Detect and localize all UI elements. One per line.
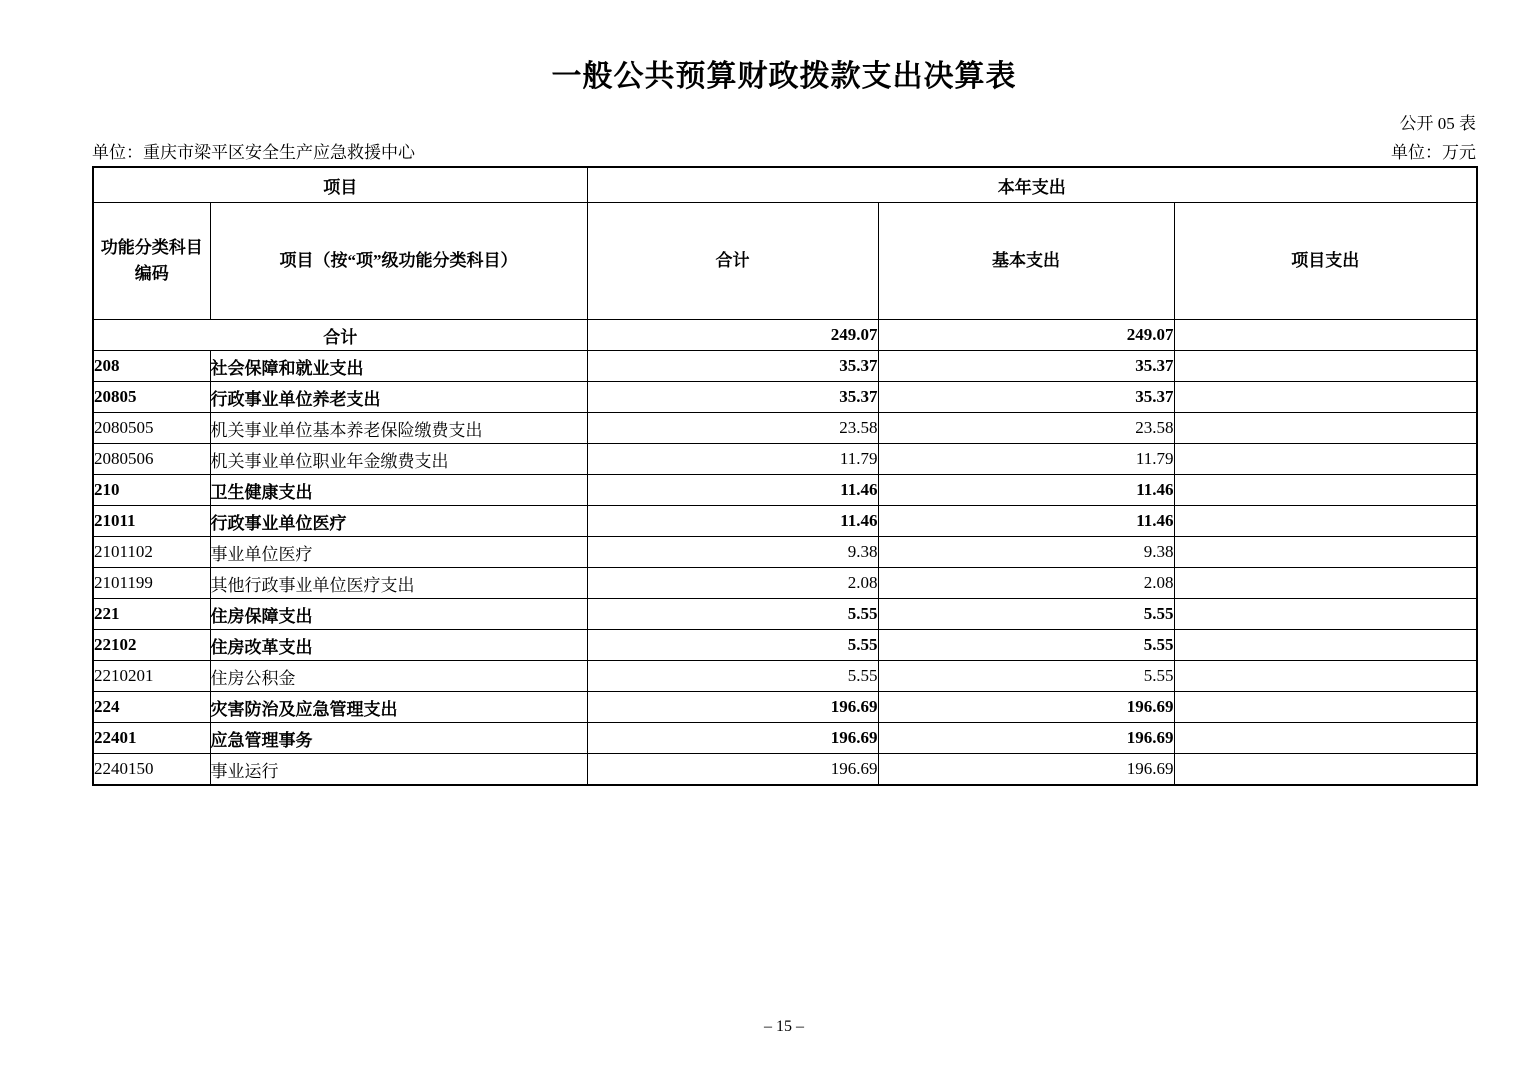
table-row xyxy=(93,692,1477,723)
project-cell xyxy=(1174,692,1477,723)
basic-cell: 11.79 xyxy=(878,444,1174,475)
table-row xyxy=(93,413,1477,444)
name-cell: 住房保障支出 xyxy=(210,599,587,630)
project-cell xyxy=(1174,382,1477,413)
table-row xyxy=(93,351,1477,382)
code-cell: 221 xyxy=(93,599,210,630)
project-cell xyxy=(1174,351,1477,382)
project-cell xyxy=(1174,568,1477,599)
project-cell xyxy=(1174,661,1477,692)
code-cell: 2240150 xyxy=(93,754,210,786)
table-row xyxy=(93,506,1477,537)
project-cell xyxy=(1174,506,1477,537)
header-current-year-group: 本年支出 xyxy=(587,167,1477,203)
total-cell: 9.38 xyxy=(587,537,878,568)
name-cell: 行政事业单位医疗 xyxy=(210,506,587,537)
code-cell: 22102 xyxy=(93,630,210,661)
name-cell: 卫生健康支出 xyxy=(210,475,587,506)
header-total: 合计 xyxy=(587,203,878,320)
total-cell: 5.55 xyxy=(587,661,878,692)
project-cell xyxy=(1174,475,1477,506)
total-row-label: 合计 xyxy=(93,320,587,351)
name-cell: 机关事业单位职业年金缴费支出 xyxy=(210,444,587,475)
basic-cell: 2.08 xyxy=(878,568,1174,599)
table-row xyxy=(93,537,1477,568)
table-row xyxy=(93,568,1477,599)
total-cell: 249.07 xyxy=(587,320,878,351)
total-row xyxy=(93,320,1477,351)
header-group-row xyxy=(93,167,1477,203)
name-cell: 住房公积金 xyxy=(210,661,587,692)
code-cell: 21011 xyxy=(93,506,210,537)
basic-cell: 5.55 xyxy=(878,630,1174,661)
table-row xyxy=(93,382,1477,413)
total-cell: 196.69 xyxy=(587,723,878,754)
name-cell: 住房改革支出 xyxy=(210,630,587,661)
table-row xyxy=(93,630,1477,661)
code-cell: 2080505 xyxy=(93,413,210,444)
code-cell: 208 xyxy=(93,351,210,382)
total-cell: 2.08 xyxy=(587,568,878,599)
header-function-code-line1: 功能分类科目 xyxy=(100,238,203,257)
project-cell xyxy=(1174,444,1477,475)
basic-cell: 23.58 xyxy=(878,413,1174,444)
table-row xyxy=(93,754,1477,786)
code-cell: 210 xyxy=(93,475,210,506)
name-cell: 应急管理事务 xyxy=(210,723,587,754)
total-cell: 23.58 xyxy=(587,413,878,444)
code-cell: 22401 xyxy=(93,723,210,754)
project-cell xyxy=(1174,723,1477,754)
header-item-name: 项目（按“项”级功能分类科目） xyxy=(210,203,587,320)
basic-cell: 9.38 xyxy=(878,537,1174,568)
table-number-label: 公开 05 表 xyxy=(1399,114,1476,133)
basic-cell: 11.46 xyxy=(878,506,1174,537)
basic-cell: 196.69 xyxy=(878,723,1174,754)
table-row xyxy=(93,444,1477,475)
project-cell xyxy=(1174,599,1477,630)
basic-cell: 249.07 xyxy=(878,320,1174,351)
table-row xyxy=(93,475,1477,506)
table-row xyxy=(93,723,1477,754)
page-title: 一般公共预算财政拨款支出决算表 xyxy=(551,60,1017,93)
expenditure-table xyxy=(92,166,1478,786)
project-cell xyxy=(1174,320,1477,351)
basic-cell: 5.55 xyxy=(878,599,1174,630)
header-function-code-line2: 编码 xyxy=(134,264,169,283)
table-row xyxy=(93,599,1477,630)
header-basic-expenditure: 基本支出 xyxy=(878,203,1174,320)
currency-unit-label: 单位：万元 xyxy=(1391,143,1476,162)
project-cell xyxy=(1174,537,1477,568)
total-cell: 35.37 xyxy=(587,382,878,413)
name-cell: 行政事业单位养老支出 xyxy=(210,382,587,413)
code-cell: 20805 xyxy=(93,382,210,413)
name-cell: 事业单位医疗 xyxy=(210,537,587,568)
basic-cell: 5.55 xyxy=(878,661,1174,692)
total-cell: 11.46 xyxy=(587,475,878,506)
basic-cell: 35.37 xyxy=(878,382,1174,413)
total-cell: 35.37 xyxy=(587,351,878,382)
name-cell: 事业运行 xyxy=(210,754,587,786)
total-cell: 5.55 xyxy=(587,599,878,630)
total-cell: 11.46 xyxy=(587,506,878,537)
code-cell: 2210201 xyxy=(93,661,210,692)
code-cell: 2101102 xyxy=(93,537,210,568)
project-cell xyxy=(1174,630,1477,661)
basic-cell: 11.46 xyxy=(878,475,1174,506)
code-cell: 2080506 xyxy=(93,444,210,475)
org-unit-label: 单位：重庆市梁平区安全生产应急救援中心 xyxy=(92,143,415,162)
total-cell: 5.55 xyxy=(587,630,878,661)
total-cell: 196.69 xyxy=(587,754,878,786)
basic-cell: 196.69 xyxy=(878,754,1174,786)
project-cell xyxy=(1174,754,1477,786)
basic-cell: 35.37 xyxy=(878,351,1174,382)
table-row xyxy=(93,661,1477,692)
header-function-code xyxy=(93,203,210,320)
name-cell: 灾害防治及应急管理支出 xyxy=(210,692,587,723)
header-project-group: 项目 xyxy=(93,167,587,203)
total-cell: 196.69 xyxy=(587,692,878,723)
total-cell: 11.79 xyxy=(587,444,878,475)
unit-info-row xyxy=(92,142,1476,164)
name-cell: 其他行政事业单位医疗支出 xyxy=(210,568,587,599)
name-cell: 社会保障和就业支出 xyxy=(210,351,587,382)
code-cell: 224 xyxy=(93,692,210,723)
header-columns-row xyxy=(93,203,1477,320)
header-project-expenditure: 项目支出 xyxy=(1174,203,1477,320)
page-number: – 15 – xyxy=(764,1018,804,1035)
basic-cell: 196.69 xyxy=(878,692,1174,723)
name-cell: 机关事业单位基本养老保险缴费支出 xyxy=(210,413,587,444)
project-cell xyxy=(1174,413,1477,444)
code-cell: 2101199 xyxy=(93,568,210,599)
